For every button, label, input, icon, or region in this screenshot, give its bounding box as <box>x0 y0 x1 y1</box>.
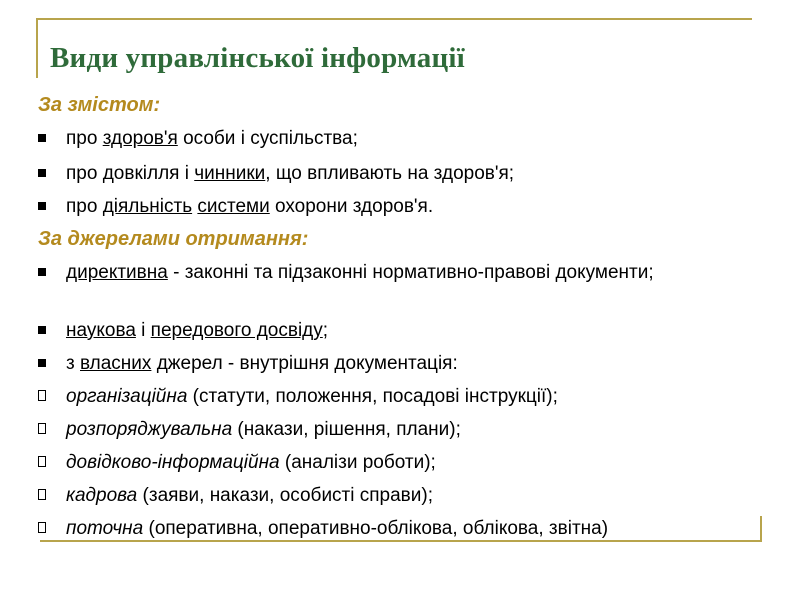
box-bullet-icon <box>38 522 46 533</box>
italic-term: розпоряджувальна <box>66 419 233 440</box>
underlined-term: директивна <box>66 262 168 283</box>
list-item-text <box>66 417 746 442</box>
italic-term: кадрова <box>66 485 138 506</box>
list-item-text <box>66 450 746 475</box>
italic-term: поточна <box>66 518 144 539</box>
underlined-term: власних <box>80 353 152 374</box>
text-fragment: (статути, положення, посадові інструкції); <box>187 386 558 407</box>
text-fragment: (накази, рішення, плани); <box>232 419 461 440</box>
box-bullet-icon <box>38 456 46 467</box>
text-fragment: особи і суспільства; <box>177 128 358 149</box>
text-fragment: охорони здоров'я. <box>269 196 434 217</box>
list-item <box>38 351 758 376</box>
text-fragment: ; <box>322 320 329 341</box>
text-fragment: і <box>135 320 151 341</box>
text-fragment: джерел - внутрішня документація: <box>151 353 458 374</box>
list-item <box>38 318 758 343</box>
title-rule-horizontal <box>36 18 752 20</box>
square-bullet-icon <box>38 134 46 142</box>
underlined-term: системи <box>197 196 270 217</box>
square-bullet-icon <box>38 326 46 334</box>
box-bullet-icon <box>38 390 46 401</box>
underlined-term: здоров'я <box>102 128 178 149</box>
section-heading-content: За змістом: <box>38 94 161 116</box>
slide-title: Види управлінської інформації <box>50 42 465 74</box>
square-bullet-icon <box>38 359 46 367</box>
square-bullet-icon <box>38 169 46 177</box>
list-item <box>38 417 758 442</box>
list-item-text <box>66 516 746 541</box>
title-rule-vertical <box>36 18 38 78</box>
italic-term: довідково-інформаційна <box>66 452 280 473</box>
list-item <box>38 450 758 475</box>
underlined-term: наукова <box>66 320 136 341</box>
text-fragment: - законні та підзаконні нормативно-правові документи; <box>167 262 654 283</box>
section-heading-sources: За джерелами отримання: <box>38 228 309 250</box>
list-item-text <box>66 161 746 186</box>
footer-rule-vertical <box>760 516 762 542</box>
list-item-text <box>66 318 746 343</box>
underlined-term: діяльність <box>102 196 193 217</box>
text-fragment: (аналізи роботи); <box>279 452 436 473</box>
list-item <box>38 260 758 285</box>
square-bullet-icon <box>38 202 46 210</box>
list-item-text <box>66 194 746 219</box>
text-fragment: про <box>66 128 103 149</box>
italic-term: організаційна <box>66 386 188 407</box>
underlined-term: чинники <box>194 163 266 184</box>
list-item-text <box>66 126 746 151</box>
list-item <box>38 126 758 151</box>
text-fragment: (оперативна, оперативно-облікова, облікова, звітна) <box>143 518 609 539</box>
list-item-text <box>66 351 746 376</box>
box-bullet-icon <box>38 489 46 500</box>
list-item <box>38 516 758 541</box>
text-fragment: (заяви, накази, особисті справи); <box>137 485 433 506</box>
list-item <box>38 194 758 219</box>
text-fragment: з <box>66 353 80 374</box>
text-fragment: про довкілля і <box>66 163 195 184</box>
list-item-text <box>66 483 746 508</box>
list-item <box>38 161 758 186</box>
underlined-term: передового досвіду <box>150 320 323 341</box>
text-fragment: про <box>66 196 103 217</box>
text-fragment: , що впливають на здоров'я; <box>265 163 515 184</box>
list-item <box>38 483 758 508</box>
list-item-text <box>66 384 746 409</box>
square-bullet-icon <box>38 268 46 276</box>
list-item-text <box>66 260 746 285</box>
list-item <box>38 384 758 409</box>
box-bullet-icon <box>38 423 46 434</box>
